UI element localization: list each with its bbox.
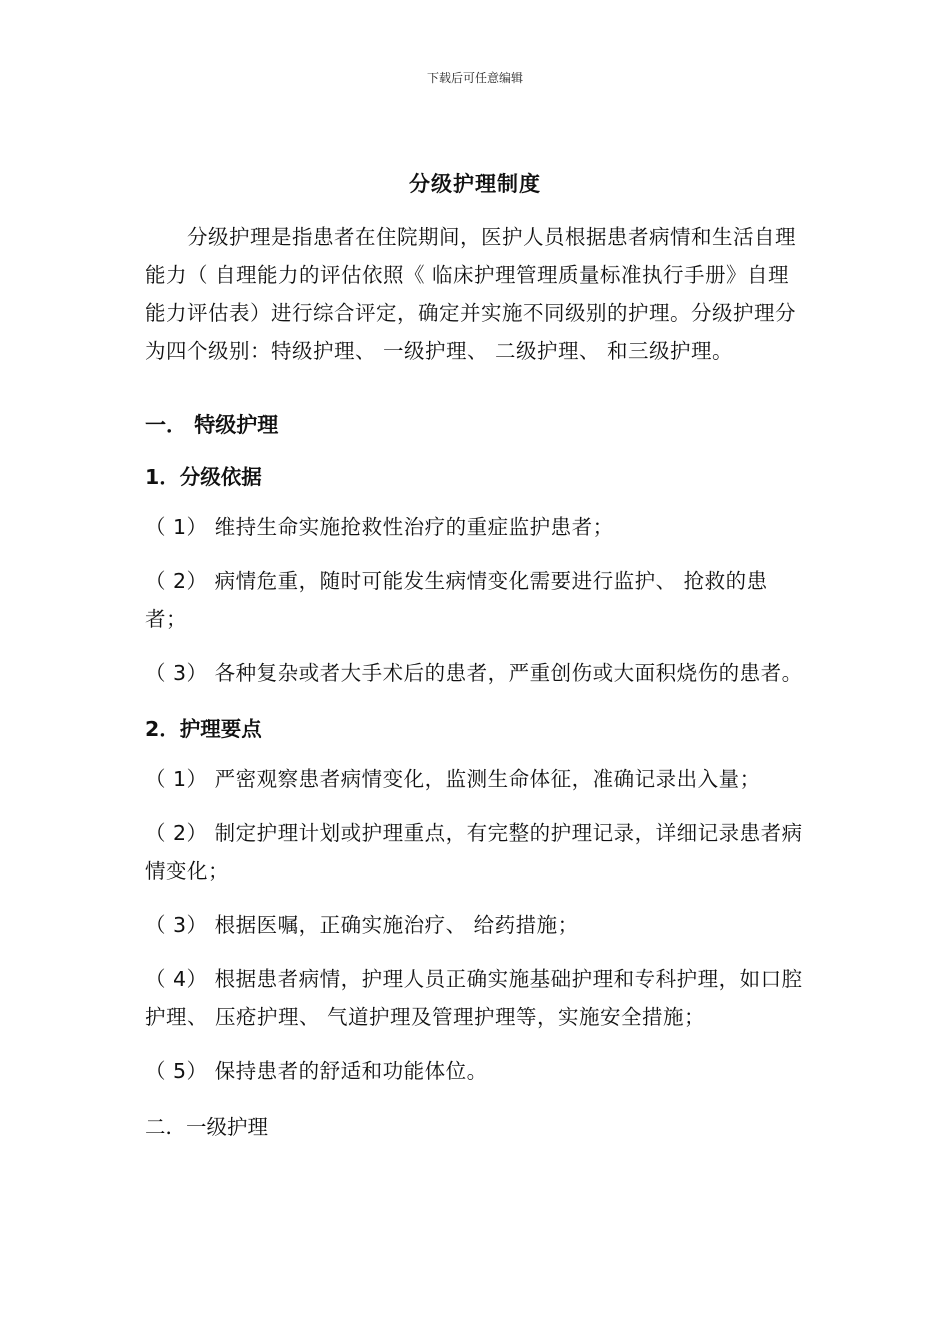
intro-paragraph: 分级护理是指患者在住院期间，医护人员根据患者病情和生活自理能力（ 自理能力的评估依照《 临床护理管理质量标准执行手册》自理能力评估表）进行综合评定，确定并实施不同级别的护理。分级护理分为四个级别：特级护理、 一级护理、 二级护理、 和三级护理。: [145, 225, 796, 363]
sub-heading-care-points: 2．护理要点: [145, 717, 262, 741]
sub-heading-classification-basis: 1．分级依据: [145, 465, 262, 489]
list-item: （ 2） 制定护理计划或护理重点，有完整的护理记录，详细记录患者病情变化；: [145, 821, 803, 883]
list-item: （ 3） 根据医嘱，正确实施治疗、 给药措施；: [145, 913, 579, 937]
document-title: 分级护理制度: [409, 172, 541, 196]
section-heading-first-level-care: 二．一级护理: [145, 1115, 268, 1139]
list-item: （ 1） 严密观察患者病情变化，监测生命体征，准确记录出入量；: [145, 767, 761, 791]
section-heading-special-care: 一． 特级护理: [145, 413, 279, 437]
list-item: （ 5） 保持患者的舒适和功能体位。: [145, 1059, 488, 1083]
list-item: （ 2） 病情危重，随时可能发生病情变化需要进行监护、 抢救的患者；: [145, 569, 768, 631]
header-note: 下载后可任意编辑: [426, 71, 523, 85]
list-item: （ 3） 各种复杂或者大手术后的患者，严重创伤或大面积烧伤的患者。: [145, 661, 803, 685]
list-item: （ 4） 根据患者病情，护理人员正确实施基础护理和专科护理，如口腔护理、 压疮护理、 气道护理及管理护理等，实施安全措施；: [145, 967, 803, 1029]
list-item: （ 1） 维持生命实施抢救性治疗的重症监护患者；: [145, 515, 614, 539]
document-body: [145, 218, 805, 1142]
